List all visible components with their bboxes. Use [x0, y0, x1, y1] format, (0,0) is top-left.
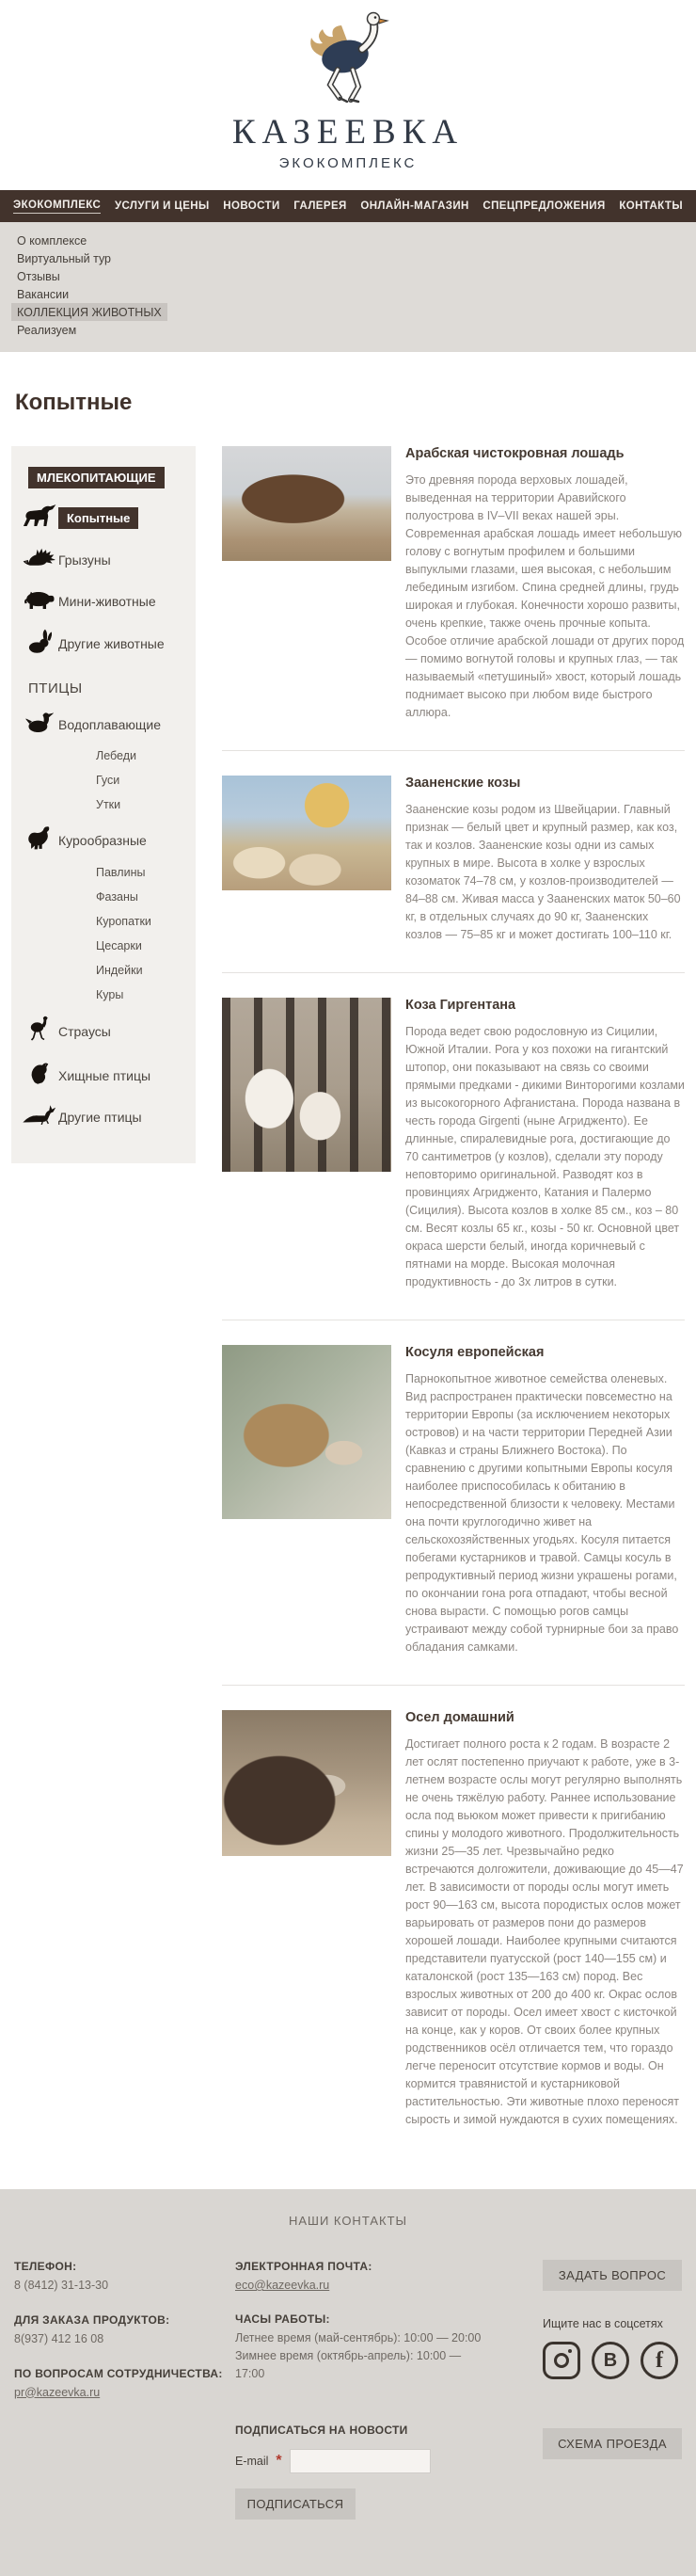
nav-contacts[interactable]: КОНТАКТЫ: [619, 200, 683, 212]
instagram-icon[interactable]: [543, 2342, 580, 2379]
animal-description: Порода ведет свою родословную из Сицилии, Южной Италии. Рога у коз похожи на гигантский штопор, они показывают на связь со своими прямыми предками - дикими Винторогими козлами из высокогорного Афганистана. Порода названа в честь города Girgenti (ныне Агридженто). Ее длинные, спиралевидные рога, достигающие до 70 сантиметров (у козлов), сделали эту породу неповторимо оригинальной. Разводят коз в провинциях Агридженто, Катания и Палермо (Сицилия). Высота козлов в холке 85 см., коз – 80 см. Весят козлы 65 кг., козы - 50 кг. Основной цвет окраса шерсти белый, иногда коричневый с пятнами на морде. Высокая молочная продуктивность - до 3х литров в сутки.: [405, 1025, 685, 1288]
arabian-horse-photo: [222, 446, 391, 561]
sidebar-item-swans[interactable]: Лебеди: [96, 749, 136, 762]
sidebar-item-guinea-fowl[interactable]: Цесарки: [96, 939, 142, 952]
sidebar-label-birds-of-prey[interactable]: Хищные птицы: [58, 1067, 151, 1083]
footer-title: НАШИ КОНТАКТЫ: [288, 2214, 408, 2228]
hours-winter: Зимнее время (октябрь-апрель): 10:00 — 17:00: [235, 2348, 462, 2380]
nav-shop[interactable]: ОНЛАЙН-МАГАЗИН: [360, 200, 469, 212]
ostrich-icon: [21, 1016, 58, 1047]
subscribe-title: ПОДПИСАТЬСЯ НА НОВОСТИ: [235, 2424, 408, 2438]
subnav-animal-collection[interactable]: КОЛЛЕКЦИЯ ЖИВОТНЫХ: [11, 303, 167, 321]
sidebar-item-geese[interactable]: Гуси: [96, 774, 120, 787]
sidebar-label-other-birds[interactable]: Другие птицы: [58, 1109, 142, 1125]
cooperation-label: ПО ВОПРОСАМ СОТРУДНИЧЕСТВА:: [14, 2366, 223, 2380]
sidebar-label-rodents[interactable]: Грызуны: [58, 552, 111, 568]
subscribe-block: [235, 2424, 482, 2520]
saanen-goats-photo: [222, 776, 391, 890]
main-navbar: [0, 190, 696, 222]
galliformes-sublist: [96, 866, 188, 1001]
sidebar-item-birds-of-prey[interactable]: [21, 1061, 188, 1090]
sidebar-item-galliformes[interactable]: [21, 825, 188, 855]
subnav-sale[interactable]: Реализуем: [17, 323, 77, 337]
hours-label: ЧАСЫ РАБОТЫ:: [235, 2312, 330, 2326]
animal-card-girgentana-goat: [222, 972, 685, 1320]
porcupine-icon: [21, 546, 58, 573]
subscribe-email-input[interactable]: [290, 2449, 431, 2473]
site-header: [0, 0, 696, 171]
hours-summer: Летнее время (май-сентябрь): 10:00 — 20:00: [235, 2331, 482, 2344]
animal-description: Это древняя порода верховых лошадей, выведенная на территории Аравийского полуострова в IV–VII веках нашей эры. Современная арабская лошадь имеет небольшую голову с вогнутым профилем и большими выпуклыми глазами, шея высокая, с небольшим лебединым изгибом. Спина средней длины, грудь широкая и глубокая. Конечности хорошо развиты, очень крепкие, также очень прочные копыта. Особое отличие арабской лошади от других пород — помимо вогнутой головы и крупных глаз, — так называемый «петушиный» хвост, который лошадь поднимает высоко при любом виде быстрого аллюра.: [405, 473, 685, 719]
animal-list: [222, 446, 685, 2157]
sidebar-item-other-birds[interactable]: [21, 1104, 188, 1129]
animal-title: Осел домашний: [405, 1710, 514, 1725]
facebook-icon[interactable]: f: [641, 2342, 678, 2379]
animal-card-roe-deer: [222, 1320, 685, 1685]
map-directions-button[interactable]: СХЕМА ПРОЕЗДА: [543, 2428, 682, 2459]
footer-phones-column: [14, 2260, 235, 2520]
rabbit-icon: [21, 629, 58, 658]
animal-description: Достигает полного роста к 2 годам. В возрасте 2 лет ослят постепенно приучают к работе, уже в 3-летнем возрасте ослы могут регулярно выполнять не очень тяжёлую работу. Раннее использование осла под вьюком может привести к пригибанию спины у молодого животного. Продолжительность жизни 25—35 лет. Чрезвычайно редко встречаются долгожители, доживающие до 45—47 лет. В зависимости от породы ослы могут иметь рост 90—163 см, высота породистых ослов может варьировать от размеров пони до размеров хорошей лошади. Наиболее крупными считаются представители пуатусской (рост 140—155 см) и каталонской (рост 135—163 см) пород. Вес взрослых животных от 200 до 400 кг. Окрас ослов зависит от породы. Осел имеет хвост с кисточкой на конце, как у коров. От своих более крупных родственников осёл отличается тем, что гораздо легче переносит отсутствие кормов и воды. Он кормится травянистой и кустарниковой растительностью. Эти животные плохо переносят сырость и зимой нуждаются в сухих помещениях.: [405, 1737, 684, 2126]
animal-title: Косуля европейская: [405, 1345, 545, 1360]
subnav-vacancies[interactable]: Вакансии: [17, 287, 70, 301]
sidebar-header-mammals[interactable]: МЛЕКОПИТАЮЩИЕ: [28, 467, 165, 488]
horse-icon: [21, 504, 58, 532]
peacock-icon: [21, 1104, 58, 1129]
animal-description: Парнокопытное животное семейства оленевых. Вид распространен практически повсеместно на территории Европы (за исключением некоторых островов) и на части территории Передней Азии (Кавказ и страны Ближнего Востока). По сравнению с другими копытными Европы косуля наиболее приспособилась к обитанию в непосредственной близости к человеку. Местами она почти круглогодично живет на сельскохозяйственных угодьях. Косуля питается побегами кустарников и травой. Самцы косуль в репродуктивный период жизни украшены рогами, по окончании гона рога отпадают, чтобы весной снова вырасти. С помощью рогов самцы устраивают между собой турнирные бои за право обладания самками.: [405, 1372, 679, 1654]
sidebar-label-waterfowl[interactable]: Водоплавающие: [58, 716, 161, 732]
social-icons-row: [543, 2342, 682, 2379]
nav-offers[interactable]: СПЕЦПРЕДЛОЖЕНИЯ: [482, 200, 606, 212]
phone-number: 8 (8412) 31-13-30: [14, 2279, 109, 2292]
sidebar-item-ducks[interactable]: Утки: [96, 798, 121, 811]
footer-actions-column: [482, 2260, 682, 2520]
animal-card-arabian-horse: [222, 446, 685, 750]
sidebar-item-other-animals[interactable]: [21, 629, 188, 658]
nav-gallery[interactable]: ГАЛЕРЕЯ: [293, 200, 347, 212]
cooperation-email-link[interactable]: pr@kazeevka.ru: [14, 2385, 101, 2399]
orders-phone-number: 8(937) 412 16 08: [14, 2331, 104, 2345]
sidebar-label-mini-animals[interactable]: Мини-животные: [58, 593, 156, 609]
subscribe-button[interactable]: ПОДПИСАТЬСЯ: [235, 2488, 356, 2520]
email-link[interactable]: eco@kazeevka.ru: [235, 2279, 330, 2292]
sidebar-item-pheasants[interactable]: Фазаны: [96, 890, 138, 904]
roe-deer-photo: [222, 1345, 391, 1519]
animal-card-domestic-donkey: [222, 1685, 685, 2157]
sidebar-item-chickens[interactable]: Куры: [96, 988, 124, 1001]
ask-question-button[interactable]: ЗАДАТЬ ВОПРОС: [543, 2260, 682, 2291]
animal-title: Зааненские козы: [405, 776, 521, 791]
animal-card-saanen-goats: [222, 750, 685, 972]
sidebar-item-rodents[interactable]: [21, 546, 188, 573]
site-subtitle: ЭКОКОМПЛЕКС: [278, 155, 418, 171]
sidebar-label-other-animals[interactable]: Другие животные: [58, 635, 165, 651]
duck-icon: [21, 711, 58, 738]
subnav-reviews[interactable]: Отзывы: [17, 269, 60, 283]
email-field-label: E-mail: [235, 2455, 269, 2469]
waterfowl-sublist: [96, 749, 188, 811]
animal-title: Коза Гиргентана: [405, 998, 516, 1013]
sidebar-item-mini-animals[interactable]: [21, 587, 188, 615]
pig-icon: [21, 587, 58, 615]
social-label: Ищите нас в соцсетях: [543, 2317, 663, 2330]
sidebar-header-birds: ПТИЦЫ: [28, 680, 83, 696]
animal-description: Зааненские козы родом из Швейцарии. Главный признак — белый цвет и крупный размер, как коз, так и козлов. Зааненские козы одни из самых крупных в мире. Высота в холке у взрослых козоматок 74–78 см, у козлов-производителей — 84–88 см. Живая масса у Зааненских маток 50–60 кг, в отдельных случаях до 90 кг, Зааненских козлов — 75–85 кг и может достигать 100–110 кг.: [405, 803, 681, 941]
sidebar-label-galliformes[interactable]: Курообразные: [58, 832, 147, 848]
sidebar-item-waterfowl[interactable]: [21, 711, 188, 738]
sidebar-label-hoofed[interactable]: Копытные: [58, 507, 138, 529]
phone-label: ТЕЛЕФОН:: [14, 2260, 77, 2273]
site-footer: [0, 2189, 696, 2576]
sidebar-item-hoofed[interactable]: [21, 504, 188, 532]
footer-email-hours-column: [235, 2260, 482, 2520]
girgentana-goat-photo: [222, 998, 391, 1172]
nav-news[interactable]: НОВОСТИ: [223, 200, 280, 212]
sidebar-label-ostriches[interactable]: Страусы: [58, 1023, 111, 1039]
secondary-nav: [0, 222, 696, 352]
email-label: ЭЛЕКТРОННАЯ ПОЧТА:: [235, 2260, 372, 2273]
animal-categories-sidebar: [11, 446, 196, 1163]
sidebar-item-peacocks[interactable]: Павлины: [96, 866, 146, 879]
hen-icon: [21, 825, 58, 855]
subnav-virtual-tour[interactable]: Виртуальный тур: [17, 251, 111, 265]
ostrich-logo-icon: [277, 8, 419, 110]
orders-label: ДЛЯ ЗАКАЗА ПРОДУКТОВ:: [14, 2312, 170, 2327]
animal-title: Арабская чистокровная лошадь: [405, 446, 625, 461]
page-title: Копытные: [15, 390, 133, 415]
domestic-donkey-photo: [222, 1710, 391, 1856]
subnav-about[interactable]: О комплексе: [17, 233, 87, 248]
raptor-icon: [21, 1061, 58, 1090]
sidebar-item-partridges[interactable]: Куропатки: [96, 915, 151, 928]
nav-ecocomplex[interactable]: ЭКОКОМПЛЕКС: [13, 200, 101, 214]
site-title: КАЗЕЕВКА: [231, 113, 465, 152]
main-layout: [0, 446, 696, 2157]
vk-icon[interactable]: В: [592, 2342, 629, 2379]
nav-services[interactable]: УСЛУГИ И ЦЕНЫ: [114, 200, 210, 212]
required-asterisk: *: [276, 2453, 282, 2470]
sidebar-item-ostriches[interactable]: [21, 1016, 188, 1047]
sidebar-item-turkeys[interactable]: Индейки: [96, 964, 143, 977]
